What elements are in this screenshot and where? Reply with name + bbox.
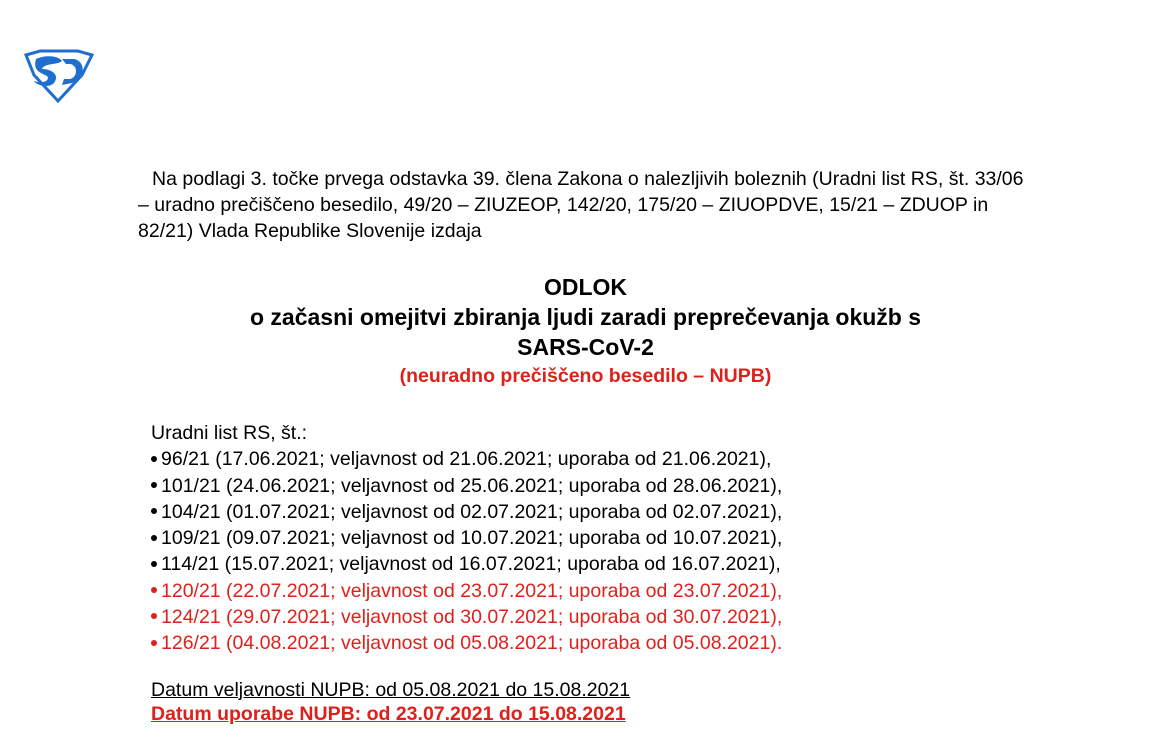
validity-block [151,678,630,726]
application-date: Datum uporabe NUPB: od 23.07.2021 do 15.08.2021 [151,703,626,725]
bullet-icon [151,456,157,462]
document-title: ODLOK [543,274,628,300]
unofficial-note: (neuradno prečiščeno besedilo – NUPB) [399,365,772,387]
gazette-item-text: 101/21 (24.06.2021; veljavnost od 25.06.2021; uporaba od 28.06.2021), [161,474,783,497]
gazette-item-highlighted [151,578,951,604]
gazette-item [151,525,951,551]
gazette-list [151,446,951,656]
bullet-icon [151,640,157,646]
gazette-item [151,551,951,577]
document-subtitle-line2: SARS-CoV-2 [517,334,654,360]
gazette-item-text: 114/21 (15.07.2021; veljavnost od 16.07.2021; uporaba od 16.07.2021), [161,553,781,576]
bullet-icon [151,613,157,619]
gazette-item-text: 120/21 (22.07.2021; veljavnost od 23.07.2021; uporaba od 23.07.2021), [161,579,783,602]
gazette-item-highlighted [151,604,951,630]
bullet-icon [151,587,157,593]
gazette-item-text: 109/21 (09.07.2021; veljavnost od 10.07.2021; uporaba od 10.07.2021), [161,527,783,550]
bullet-icon [151,482,157,488]
gazette-item-text: 96/21 (17.06.2021; veljavnost od 21.06.2021; uporaba od 21.06.2021), [161,448,772,471]
gazette-item-text: 126/21 (04.08.2021; veljavnost od 05.08.2021; uporaba od 05.08.2021). [161,632,783,655]
gazette-item-text: 104/21 (01.07.2021; veljavnost od 02.07.2021; uporaba od 02.07.2021), [161,500,783,523]
bullet-icon [151,508,157,514]
gazette-item [151,446,951,472]
intro-paragraph: Na podlagi 3. točke prvega odstavka 39. člena Zakona o nalezljivih boleznih (Uradni list RS, št. 33/06 – uradno prečiščeno besedilo, 49/20 – ZIUZEOP, 142/20, 175/20 – ZIUOPDVE, 15/21 – ZDUOP in 82/21) Vlada Republike Slovenije izdaja [138,168,1024,242]
gazette-item [151,499,951,525]
gazette-heading: Uradni list RS, št.: [151,422,308,444]
validity-date: Datum veljavnosti NUPB: od 05.08.2021 do 15.08.2021 [151,679,631,701]
bullet-icon [151,561,157,567]
bullet-icon [151,535,157,541]
gazette-references [151,420,951,657]
title-block [138,272,1033,390]
gazette-item-text: 124/21 (29.07.2021; veljavnost od 30.07.2021; uporaba od 30.07.2021), [161,606,783,629]
sd-logo-icon [22,49,96,103]
gazette-item [151,473,951,499]
gazette-item-highlighted [151,630,951,656]
document-subtitle: o začasni omejitvi zbiranja ljudi zaradi preprečevanja okužb s [249,304,922,330]
